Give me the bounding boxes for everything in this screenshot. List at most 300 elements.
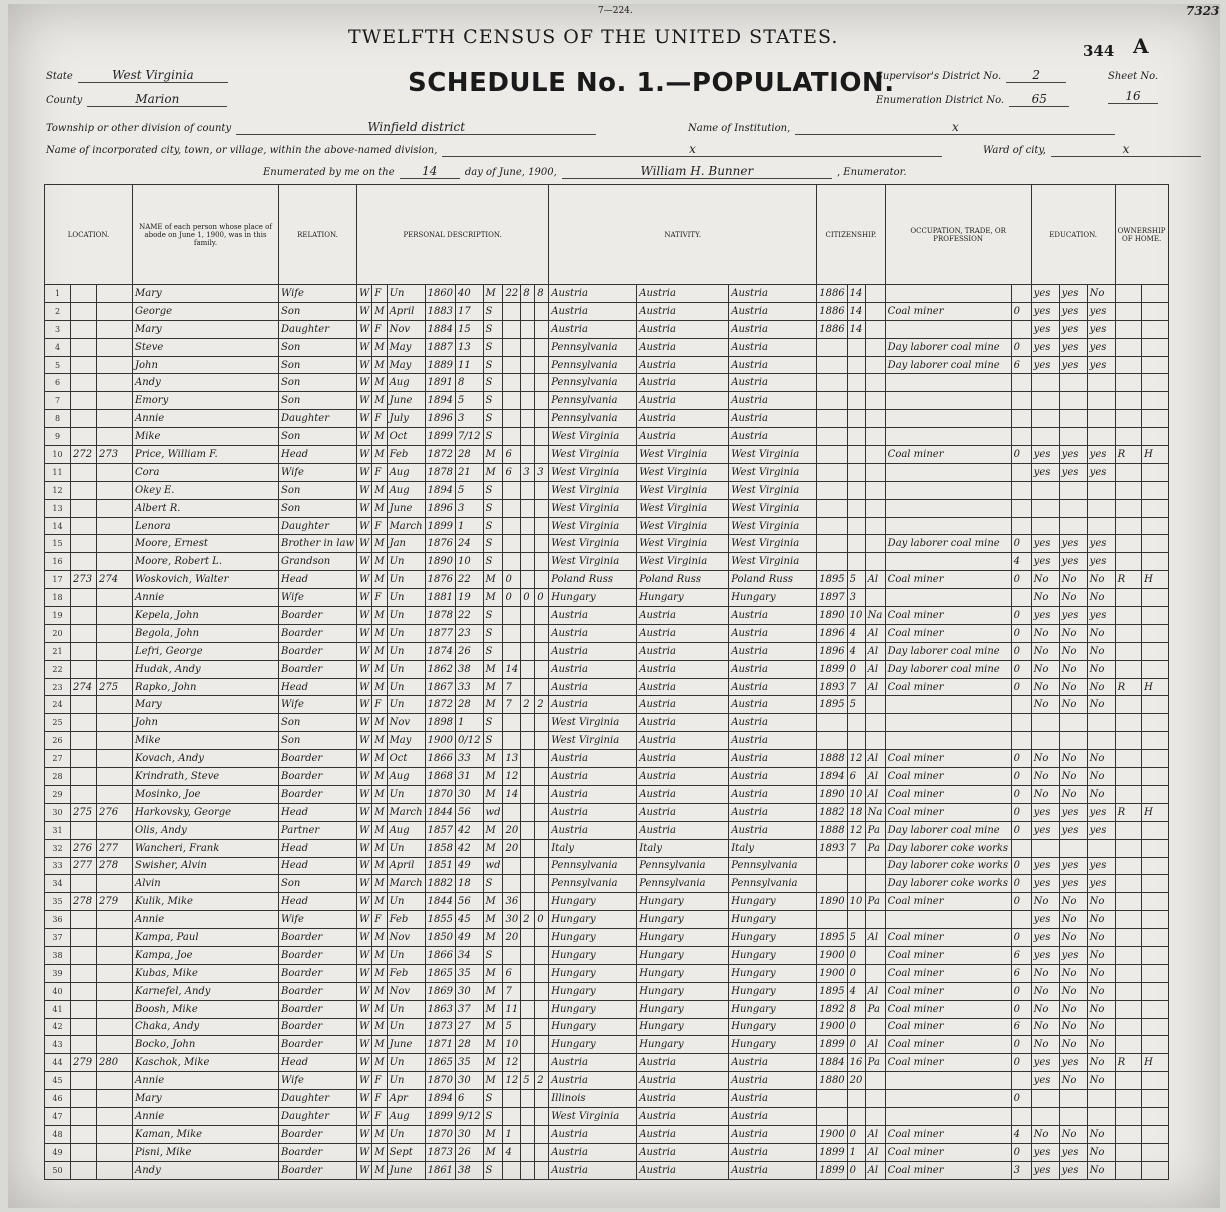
table-row xyxy=(45,1090,1169,1108)
father-birthplace: Austria xyxy=(637,1161,729,1179)
mother-birthplace: Austria xyxy=(729,1143,817,1161)
children-born xyxy=(521,839,535,857)
can-read: yes xyxy=(1031,285,1059,303)
row-number: 7 xyxy=(45,392,71,410)
birthplace: Austria xyxy=(549,750,637,768)
dwelling-number xyxy=(71,535,97,553)
children-living xyxy=(535,356,549,374)
years-in-us xyxy=(847,463,865,481)
children-living xyxy=(535,785,549,803)
birthplace: Austria xyxy=(549,1054,637,1072)
family-number xyxy=(97,392,133,410)
can-write: No xyxy=(1059,589,1087,607)
color: W xyxy=(357,768,372,786)
months-unemployed xyxy=(1011,696,1031,714)
farm-or-house: H xyxy=(1142,1054,1168,1072)
birth-month: Un xyxy=(387,642,425,660)
naturalization xyxy=(865,857,885,875)
farm-or-house: H xyxy=(1142,571,1168,589)
marital-status: M xyxy=(483,1054,503,1072)
person-name: Swisher, Alvin xyxy=(133,857,279,875)
sex: M xyxy=(372,660,387,678)
dwelling-number xyxy=(71,302,97,320)
birth-month: Un xyxy=(387,696,425,714)
naturalization xyxy=(865,1018,885,1036)
months-unemployed: 0 xyxy=(1011,803,1031,821)
years-married xyxy=(503,374,521,392)
owned-rented: R xyxy=(1115,446,1141,464)
table-row xyxy=(45,696,1169,714)
occupation: Coal miner xyxy=(885,624,1011,642)
age: 21 xyxy=(456,463,483,481)
can-read: yes xyxy=(1031,857,1059,875)
occupation: Coal miner xyxy=(885,607,1011,625)
row-number: 4 xyxy=(45,338,71,356)
can-write: yes xyxy=(1059,356,1087,374)
birth-year: 1894 xyxy=(425,481,455,499)
marital-status: S xyxy=(483,607,503,625)
occupation: Coal miner xyxy=(885,768,1011,786)
children-born xyxy=(521,946,535,964)
row-number: 20 xyxy=(45,624,71,642)
speaks-english: No xyxy=(1087,964,1115,982)
years-in-us xyxy=(847,338,865,356)
farm-or-house xyxy=(1142,785,1168,803)
dwelling-number xyxy=(71,463,97,481)
birth-month: Nov xyxy=(387,320,425,338)
occupation: Coal miner xyxy=(885,1161,1011,1179)
farm-or-house xyxy=(1142,839,1168,857)
row-number: 14 xyxy=(45,517,71,535)
children-born xyxy=(521,821,535,839)
farm-or-house xyxy=(1142,1000,1168,1018)
can-read xyxy=(1031,410,1059,428)
birth-month: Nov xyxy=(387,714,425,732)
speaks-english: No xyxy=(1087,642,1115,660)
children-living xyxy=(535,750,549,768)
color: W xyxy=(357,285,372,303)
relation: Daughter xyxy=(279,1107,357,1125)
years-married: 11 xyxy=(503,1000,521,1018)
children-born: 5 xyxy=(521,1072,535,1090)
father-birthplace: Austria xyxy=(637,768,729,786)
years-in-us: 0 xyxy=(847,660,865,678)
family-number: 274 xyxy=(97,571,133,589)
table-row xyxy=(45,1107,1169,1125)
occupation xyxy=(885,1072,1011,1090)
marital-status: M xyxy=(483,1143,503,1161)
farm-or-house: H xyxy=(1142,803,1168,821)
person-name: Moore, Robert L. xyxy=(133,553,279,571)
months-unemployed: 6 xyxy=(1011,946,1031,964)
table-row xyxy=(45,893,1169,911)
sex: F xyxy=(372,696,387,714)
col-personal: PERSONAL DESCRIPTION. xyxy=(357,185,549,285)
father-birthplace: Hungary xyxy=(637,964,729,982)
years-in-us xyxy=(847,410,865,428)
father-birthplace: Hungary xyxy=(637,589,729,607)
sex: M xyxy=(372,338,387,356)
months-unemployed: 0 xyxy=(1011,302,1031,320)
age: 40 xyxy=(456,285,483,303)
table-row xyxy=(45,946,1169,964)
sex: M xyxy=(372,1125,387,1143)
naturalization xyxy=(865,446,885,464)
children-living xyxy=(535,499,549,517)
mother-birthplace: Austria xyxy=(729,624,817,642)
relation: Wife xyxy=(279,696,357,714)
children-living xyxy=(535,875,549,893)
years-married xyxy=(503,392,521,410)
father-birthplace: Austria xyxy=(637,732,729,750)
months-unemployed: 3 xyxy=(1011,1161,1031,1179)
mother-birthplace: Austria xyxy=(729,714,817,732)
sex: M xyxy=(372,356,387,374)
birthplace: Austria xyxy=(549,642,637,660)
mother-birthplace: Austria xyxy=(729,338,817,356)
years-married: 1 xyxy=(503,1125,521,1143)
speaks-english: yes xyxy=(1087,553,1115,571)
farm-or-house xyxy=(1142,428,1168,446)
occupation xyxy=(885,517,1011,535)
farm-or-house xyxy=(1142,660,1168,678)
marital-status: wd xyxy=(483,857,503,875)
children-born xyxy=(521,356,535,374)
birth-year: 1883 xyxy=(425,302,455,320)
years-in-us xyxy=(847,517,865,535)
sex: M xyxy=(372,1018,387,1036)
birth-month: Aug xyxy=(387,1107,425,1125)
occupation: Day laborer coal mine xyxy=(885,821,1011,839)
children-living xyxy=(535,1000,549,1018)
row-number: 15 xyxy=(45,535,71,553)
birth-month: Aug xyxy=(387,374,425,392)
children-living: 0 xyxy=(535,911,549,929)
years-in-us: 4 xyxy=(847,624,865,642)
row-number: 30 xyxy=(45,803,71,821)
occupation xyxy=(885,1107,1011,1125)
immigration-year: 1895 xyxy=(817,982,847,1000)
months-unemployed xyxy=(1011,714,1031,732)
birthplace: Austria xyxy=(549,302,637,320)
can-read: yes xyxy=(1031,463,1059,481)
relation: Wife xyxy=(279,911,357,929)
birthplace: Austria xyxy=(549,785,637,803)
color: W xyxy=(357,732,372,750)
years-in-us: 5 xyxy=(847,571,865,589)
children-living xyxy=(535,338,549,356)
birthplace: Austria xyxy=(549,607,637,625)
children-living xyxy=(535,642,549,660)
occupation xyxy=(885,499,1011,517)
sex: M xyxy=(372,714,387,732)
relation: Wife xyxy=(279,285,357,303)
years-married: 20 xyxy=(503,839,521,857)
table-row xyxy=(45,463,1169,481)
father-birthplace: West Virginia xyxy=(637,446,729,464)
birthplace: West Virginia xyxy=(549,535,637,553)
owned-rented: R xyxy=(1115,803,1141,821)
dwelling-number xyxy=(71,392,97,410)
children-living xyxy=(535,1018,549,1036)
father-birthplace: Austria xyxy=(637,356,729,374)
occupation xyxy=(885,410,1011,428)
children-born xyxy=(521,803,535,821)
years-in-us xyxy=(847,374,865,392)
farm-or-house xyxy=(1142,1072,1168,1090)
color: W xyxy=(357,714,372,732)
row-number: 44 xyxy=(45,1054,71,1072)
farm-or-house xyxy=(1142,285,1168,303)
table-row xyxy=(45,1125,1169,1143)
speaks-english xyxy=(1087,1107,1115,1125)
years-in-us xyxy=(847,553,865,571)
years-married: 14 xyxy=(503,785,521,803)
marital-status: M xyxy=(483,821,503,839)
birth-year: 1865 xyxy=(425,1054,455,1072)
relation: Daughter xyxy=(279,1090,357,1108)
birthplace: Austria xyxy=(549,1072,637,1090)
sex: M xyxy=(372,1054,387,1072)
relation: Head xyxy=(279,893,357,911)
birth-year: 1855 xyxy=(425,911,455,929)
can-write: No xyxy=(1059,911,1087,929)
occupation: Coal miner xyxy=(885,1036,1011,1054)
institution-line xyxy=(688,116,1115,135)
naturalization xyxy=(865,428,885,446)
person-name: Andy xyxy=(133,374,279,392)
color: W xyxy=(357,1072,372,1090)
table-row xyxy=(45,1072,1169,1090)
speaks-english: yes xyxy=(1087,356,1115,374)
marital-status: S xyxy=(483,553,503,571)
mother-birthplace: Austria xyxy=(729,607,817,625)
birth-year: 1866 xyxy=(425,750,455,768)
children-living xyxy=(535,982,549,1000)
immigration-year xyxy=(817,428,847,446)
can-read: yes xyxy=(1031,446,1059,464)
age: 42 xyxy=(456,839,483,857)
color: W xyxy=(357,660,372,678)
birth-year: 1876 xyxy=(425,535,455,553)
can-read: yes xyxy=(1031,821,1059,839)
age: 28 xyxy=(456,696,483,714)
naturalization xyxy=(865,392,885,410)
mother-birthplace: Hungary xyxy=(729,893,817,911)
row-number: 16 xyxy=(45,553,71,571)
can-write xyxy=(1059,732,1087,750)
can-read: yes xyxy=(1031,535,1059,553)
color: W xyxy=(357,499,372,517)
city-line xyxy=(46,138,942,157)
relation: Boarder xyxy=(279,1143,357,1161)
speaks-english xyxy=(1087,410,1115,428)
age: 13 xyxy=(456,338,483,356)
owned-rented xyxy=(1115,499,1141,517)
sex: F xyxy=(372,517,387,535)
relation: Boarder xyxy=(279,964,357,982)
naturalization: Al xyxy=(865,785,885,803)
marital-status: S xyxy=(483,499,503,517)
birthplace: Austria xyxy=(549,803,637,821)
children-living: 2 xyxy=(535,696,549,714)
years-in-us: 10 xyxy=(847,893,865,911)
children-born xyxy=(521,624,535,642)
dwelling-number xyxy=(71,946,97,964)
family-number xyxy=(97,607,133,625)
can-write: No xyxy=(1059,1000,1087,1018)
years-married xyxy=(503,410,521,428)
owned-rented xyxy=(1115,1036,1141,1054)
mother-birthplace: Austria xyxy=(729,285,817,303)
row-number: 24 xyxy=(45,696,71,714)
mother-birthplace: Austria xyxy=(729,1107,817,1125)
owned-rented xyxy=(1115,1161,1141,1179)
color: W xyxy=(357,803,372,821)
months-unemployed: 0 xyxy=(1011,785,1031,803)
table-row xyxy=(45,1054,1169,1072)
years-married: 10 xyxy=(503,1036,521,1054)
supervisor-label: Supervisor's District No. xyxy=(876,71,1002,82)
years-in-us: 0 xyxy=(847,964,865,982)
years-married: 7 xyxy=(503,678,521,696)
family-number xyxy=(97,768,133,786)
color: W xyxy=(357,875,372,893)
father-birthplace: Hungary xyxy=(637,946,729,964)
color: W xyxy=(357,446,372,464)
row-number: 28 xyxy=(45,768,71,786)
years-married: 20 xyxy=(503,821,521,839)
birth-year: 1896 xyxy=(425,410,455,428)
occupation: Coal miner xyxy=(885,750,1011,768)
birth-year: 1894 xyxy=(425,392,455,410)
naturalization xyxy=(865,374,885,392)
can-write: No xyxy=(1059,785,1087,803)
state-value: West Virginia xyxy=(78,68,228,83)
color: W xyxy=(357,1161,372,1179)
years-in-us: 4 xyxy=(847,982,865,1000)
years-in-us: 0 xyxy=(847,1018,865,1036)
speaks-english xyxy=(1087,714,1115,732)
birth-year: 1873 xyxy=(425,1018,455,1036)
color: W xyxy=(357,1000,372,1018)
children-living: 8 xyxy=(535,285,549,303)
naturalization xyxy=(865,714,885,732)
owned-rented xyxy=(1115,1000,1141,1018)
years-in-us: 7 xyxy=(847,678,865,696)
dwelling-number xyxy=(71,553,97,571)
owned-rented xyxy=(1115,696,1141,714)
can-read xyxy=(1031,714,1059,732)
enumeration-value: 65 xyxy=(1009,92,1069,107)
speaks-english: yes xyxy=(1087,535,1115,553)
col-location: LOCATION. xyxy=(45,185,133,285)
marital-status: M xyxy=(483,839,503,857)
father-birthplace: Austria xyxy=(637,821,729,839)
age: 19 xyxy=(456,589,483,607)
city-label: Name of incorporated city, town, or village, within the above-named division, xyxy=(46,145,438,156)
birthplace: Pennsylvania xyxy=(549,410,637,428)
children-born xyxy=(521,1000,535,1018)
father-birthplace: Hungary xyxy=(637,1000,729,1018)
relation: Daughter xyxy=(279,410,357,428)
person-name: George xyxy=(133,302,279,320)
immigration-year: 1893 xyxy=(817,678,847,696)
family-number xyxy=(97,750,133,768)
children-living xyxy=(535,1107,549,1125)
owned-rented xyxy=(1115,1125,1141,1143)
years-in-us xyxy=(847,1090,865,1108)
color: W xyxy=(357,624,372,642)
children-born: 8 xyxy=(521,285,535,303)
relation: Boarder xyxy=(279,1161,357,1179)
occupation xyxy=(885,463,1011,481)
occupation xyxy=(885,714,1011,732)
schedule-title: SCHEDULE No. 1.—POPULATION. xyxy=(408,68,895,98)
marital-status: M xyxy=(483,446,503,464)
can-read: yes xyxy=(1031,1072,1059,1090)
table-row xyxy=(45,857,1169,875)
dwelling-number: 279 xyxy=(71,1054,97,1072)
immigration-year: 1900 xyxy=(817,964,847,982)
can-read: yes xyxy=(1031,1054,1059,1072)
father-birthplace: West Virginia xyxy=(637,463,729,481)
age: 42 xyxy=(456,821,483,839)
immigration-year: 1890 xyxy=(817,607,847,625)
person-name: Pisni, Mike xyxy=(133,1143,279,1161)
person-name: Bocko, John xyxy=(133,1036,279,1054)
can-write: yes xyxy=(1059,553,1087,571)
birth-month: Un xyxy=(387,785,425,803)
sex: F xyxy=(372,410,387,428)
months-unemployed: 0 xyxy=(1011,338,1031,356)
occupation xyxy=(885,1090,1011,1108)
relation: Boarder xyxy=(279,1018,357,1036)
row-number: 26 xyxy=(45,732,71,750)
dwelling-number xyxy=(71,356,97,374)
sex: M xyxy=(372,624,387,642)
marital-status: M xyxy=(483,1000,503,1018)
birth-year: 1850 xyxy=(425,929,455,947)
table-row xyxy=(45,356,1169,374)
farm-or-house xyxy=(1142,857,1168,875)
children-living xyxy=(535,768,549,786)
naturalization: Al xyxy=(865,678,885,696)
naturalization xyxy=(865,553,885,571)
age: 9/12 xyxy=(456,1107,483,1125)
farm-or-house xyxy=(1142,553,1168,571)
birthplace: Hungary xyxy=(549,929,637,947)
sex: M xyxy=(372,553,387,571)
speaks-english: yes xyxy=(1087,821,1115,839)
years-married: 12 xyxy=(503,1072,521,1090)
birth-month: Un xyxy=(387,946,425,964)
father-birthplace: Austria xyxy=(637,285,729,303)
immigration-year xyxy=(817,1090,847,1108)
family-number xyxy=(97,1018,133,1036)
row-number: 34 xyxy=(45,875,71,893)
color: W xyxy=(357,929,372,947)
months-unemployed: 0 xyxy=(1011,893,1031,911)
occupation xyxy=(885,589,1011,607)
father-birthplace: Austria xyxy=(637,660,729,678)
person-name: Krindrath, Steve xyxy=(133,768,279,786)
children-born: 0 xyxy=(521,589,535,607)
can-read: yes xyxy=(1031,338,1059,356)
father-birthplace: Austria xyxy=(637,750,729,768)
immigration-year: 1895 xyxy=(817,929,847,947)
person-name: Andy xyxy=(133,1161,279,1179)
